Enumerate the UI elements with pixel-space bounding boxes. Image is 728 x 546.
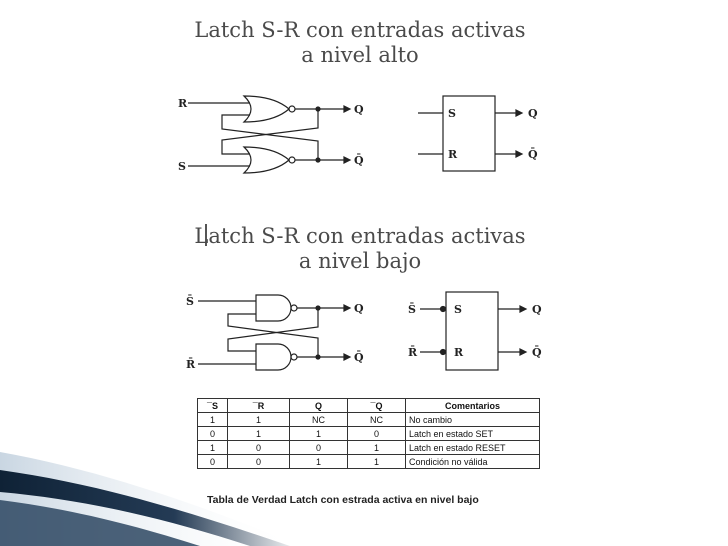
header-comentarios: Comentarios	[406, 399, 540, 413]
table-row	[198, 413, 540, 427]
label-output-qbar: Q̄	[354, 154, 364, 167]
nor-latch-circuit	[188, 96, 350, 173]
table-row	[198, 455, 540, 469]
block2-pin-r: R	[454, 346, 464, 359]
block-output-qbar: Q̄	[528, 148, 538, 161]
truth-table	[197, 398, 540, 469]
nand-bubble-upper	[291, 305, 297, 311]
sr-block-high	[418, 96, 522, 171]
title-active-high: Latch S-R con entradas activas a nivel alto	[194, 18, 526, 67]
sr-block-low	[420, 292, 526, 370]
nor-gate-upper	[244, 96, 289, 122]
cell-sbar: 0	[198, 455, 228, 469]
arrow-block-qbar	[516, 151, 522, 157]
cell-q: 1	[290, 427, 348, 441]
nand-bubble-lower	[291, 354, 297, 360]
block2-output-q: Q	[532, 303, 542, 316]
cell-rbar: 1	[228, 413, 290, 427]
nor-gate-lower	[244, 147, 289, 173]
table-row	[198, 441, 540, 455]
label-input-rbar: R̄	[186, 358, 196, 371]
block2-output-qbar: Q̄	[532, 346, 542, 359]
block2-input-bubble-r	[441, 350, 446, 355]
block2-input-bubble-s	[441, 307, 446, 312]
cell-rbar: 1	[228, 427, 290, 441]
cell-q: NC	[290, 413, 348, 427]
cell-qbar: NC	[348, 413, 406, 427]
title-active-low: Latch S-R con entradas activas a nivel bajo	[194, 224, 526, 273]
header-qbar: ¯Q	[348, 399, 406, 413]
label-input-r: R	[178, 97, 188, 110]
nand-gate-lower	[256, 344, 291, 370]
header-sbar: ¯S	[198, 399, 228, 413]
cell-rbar: 0	[228, 441, 290, 455]
cell-sbar: 1	[198, 413, 228, 427]
arrow-block2-q	[520, 306, 526, 312]
arrow-block-q	[516, 110, 522, 116]
cell-rbar: 0	[228, 455, 290, 469]
block2-pin-s: S	[454, 303, 462, 316]
arrow-qbar2	[344, 354, 350, 360]
header-rbar: ¯R	[228, 399, 290, 413]
block2-input-rbar: R̄	[408, 346, 418, 359]
cell-qbar: 1	[348, 455, 406, 469]
label-output-q2: Q	[354, 302, 364, 315]
cell-sbar: 0	[198, 427, 228, 441]
arrow-qbar	[344, 157, 350, 163]
wire-feedback-qbar	[222, 115, 318, 160]
table-row	[198, 427, 540, 441]
cell-q: 1	[290, 455, 348, 469]
label-input-sbar: S̄	[186, 295, 194, 308]
block-output-q: Q	[528, 107, 538, 120]
arrow-q	[344, 106, 350, 112]
cell-qbar: 0	[348, 427, 406, 441]
wire-feedback-q	[222, 109, 318, 154]
cell-qbar: 1	[348, 441, 406, 455]
header-q: Q	[290, 399, 348, 413]
cell-q: 0	[290, 441, 348, 455]
cell-comment: Condición no válida	[406, 455, 540, 469]
arrow-q2	[344, 305, 350, 311]
label-input-s: S	[178, 160, 186, 173]
table-caption: Tabla de Verdad Latch con estrada activa en nivel bajo	[207, 494, 479, 506]
nand-latch-circuit	[198, 295, 350, 370]
block-pin-s: S	[448, 107, 456, 120]
nand-gate-upper	[256, 295, 291, 321]
cell-comment: Latch en estado SET	[406, 427, 540, 441]
truth-table-header	[198, 399, 540, 413]
label-output-q: Q	[354, 103, 364, 116]
cell-sbar: 1	[198, 441, 228, 455]
label-output-qbar2: Q̄	[354, 351, 364, 364]
block-pin-r: R	[448, 148, 458, 161]
arrow-block2-qbar	[520, 349, 526, 355]
block2-input-sbar: S̄	[408, 303, 416, 316]
cell-comment: No cambio	[406, 413, 540, 427]
cell-comment: Latch en estado RESET	[406, 441, 540, 455]
